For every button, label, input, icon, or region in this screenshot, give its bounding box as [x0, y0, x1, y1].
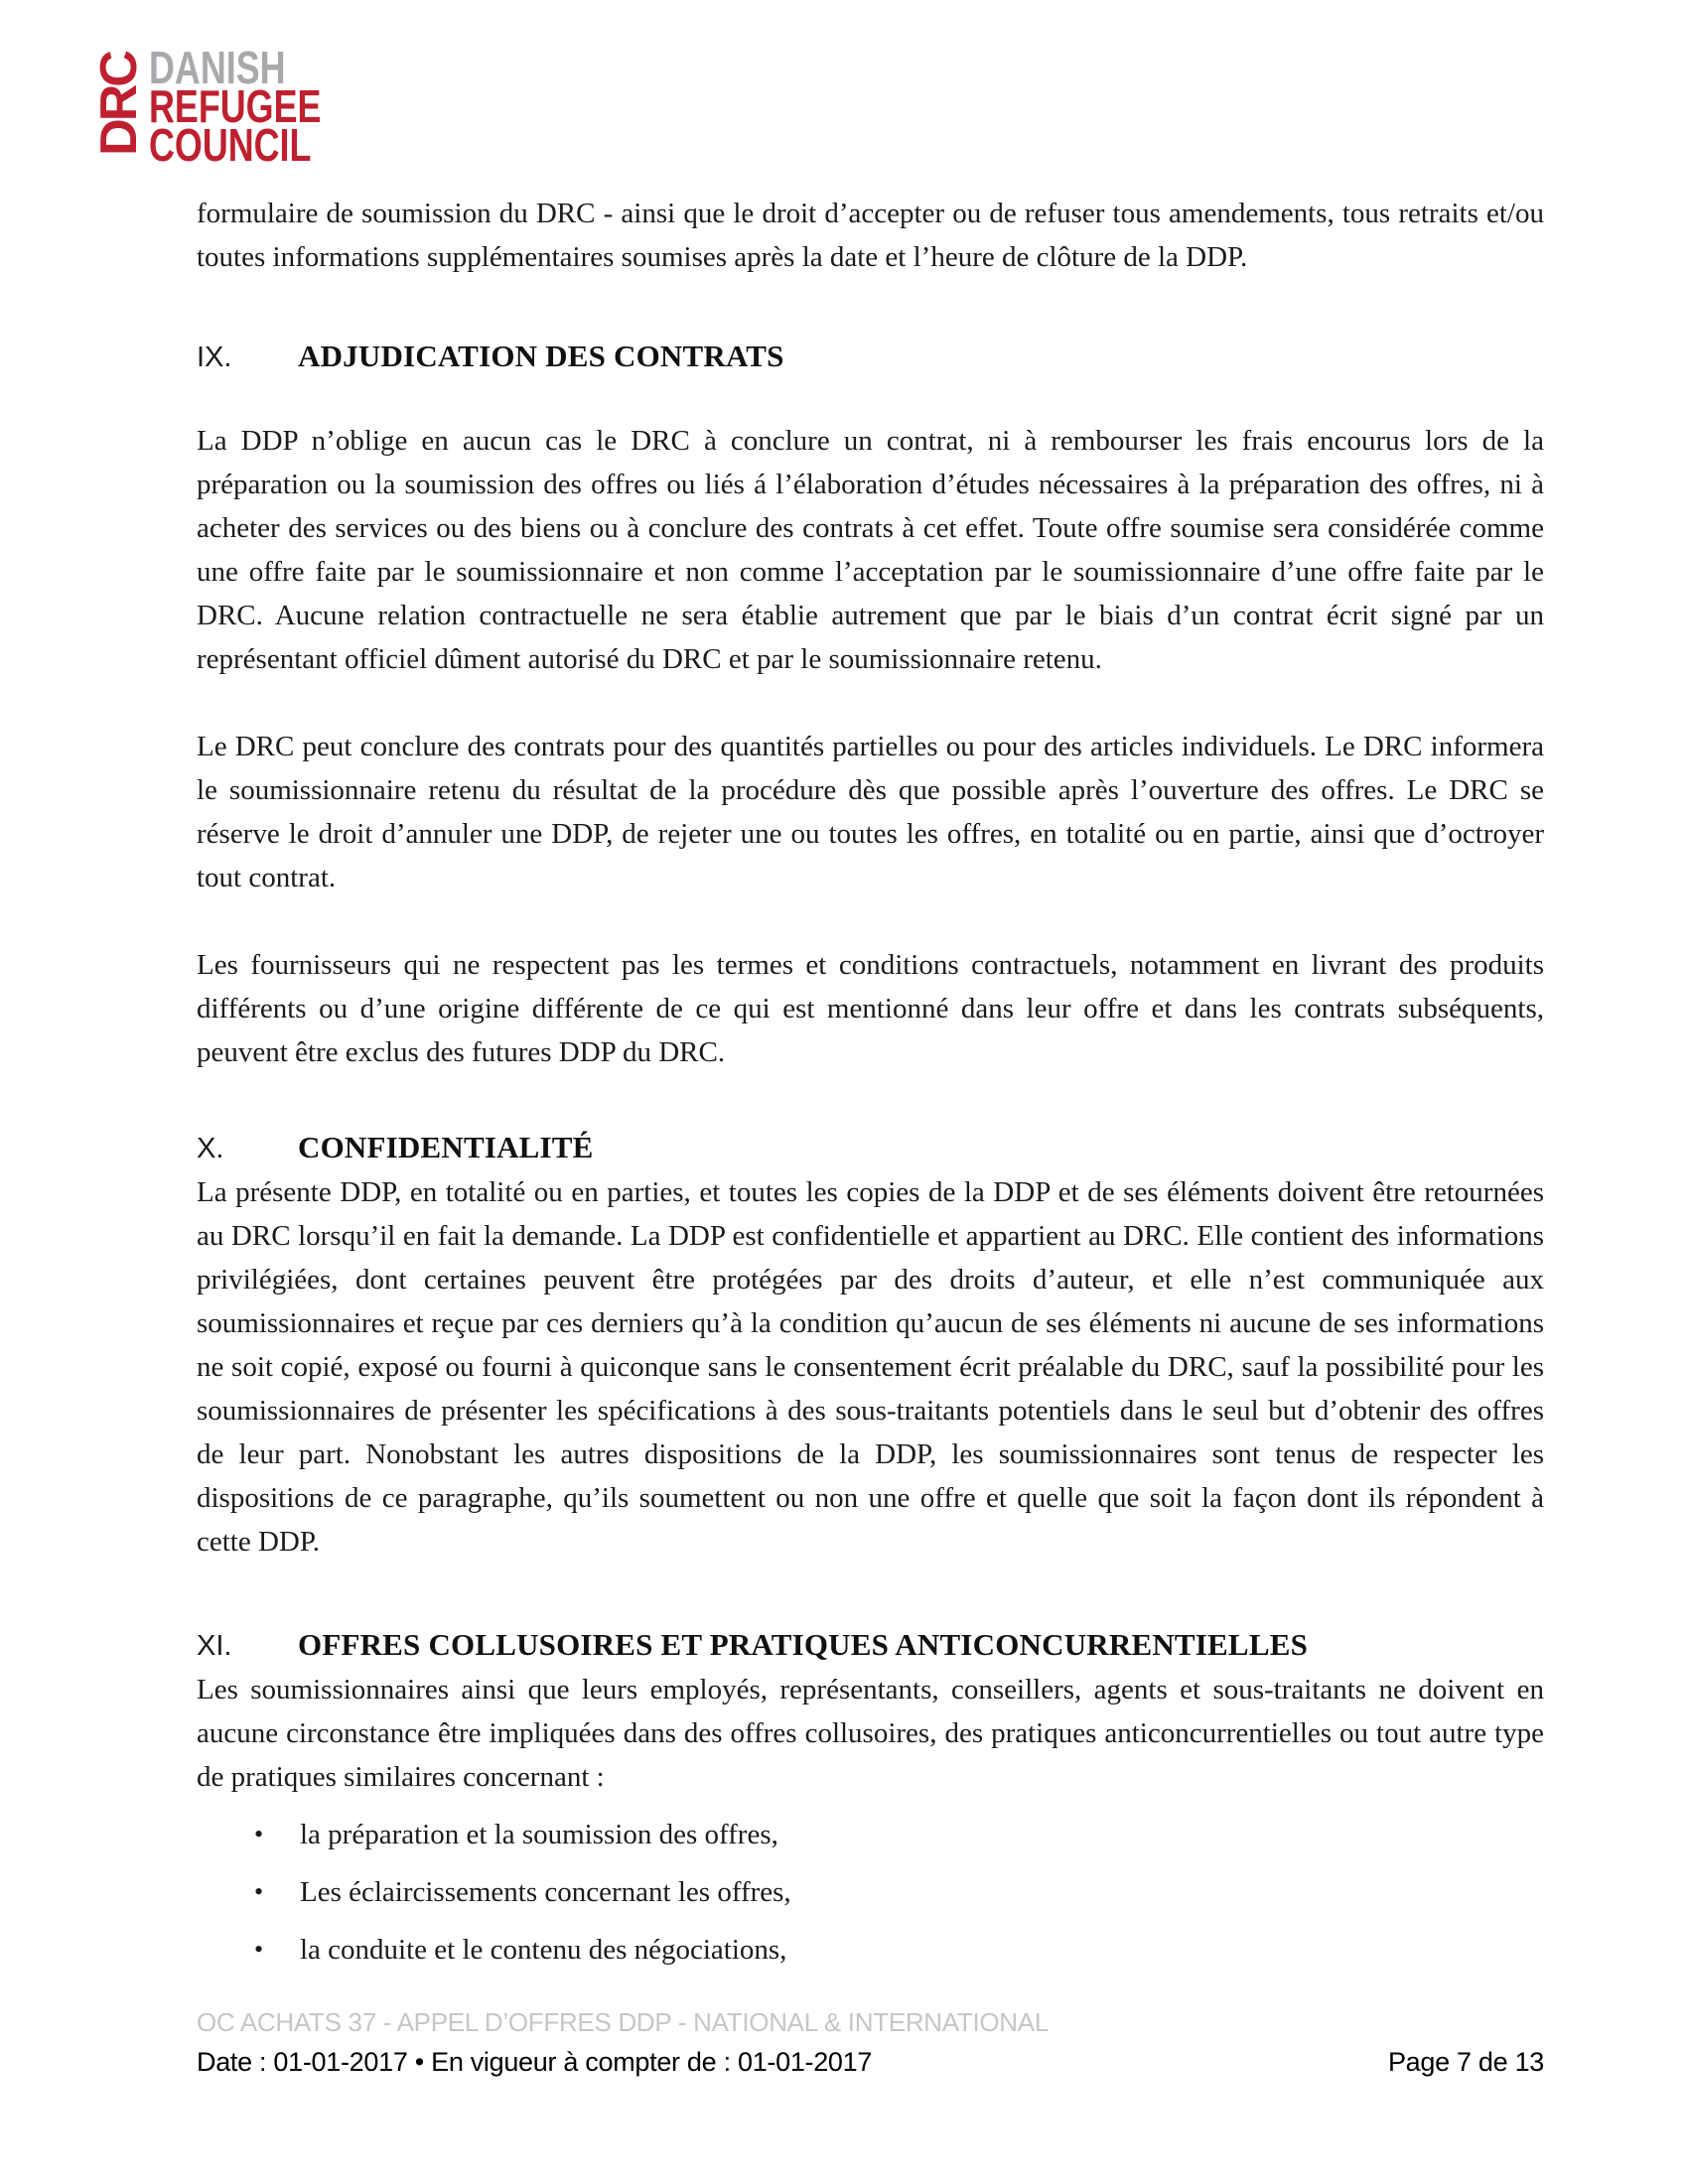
- footer-reference: OC ACHATS 37 - APPEL D’OFFRES DDP - NATIONAL & INTERNATIONAL: [197, 2007, 1049, 2037]
- bullet-text-2: Les éclaircissements concernant les offres,: [300, 1876, 791, 1908]
- section-ix-number: IX.: [197, 341, 232, 373]
- footer-date-line: Date : 01-01-2017 • En vigueur à compter de : 01-01-2017: [197, 2047, 873, 2077]
- section-xi-paragraph-1: Les soumissionnaires ainsi que leurs employés, représentants, conseillers, agents et sous-traitants ne doivent en aucune circonstance être impliquées dans des offres collusoires, des pratiques anticoncurrentielles ou tout autre type de pratiques similaires concernant :: [197, 1674, 1544, 1793]
- list-item: [197, 1813, 1544, 1856]
- list-item: [197, 1870, 1544, 1914]
- section-ix-paragraph-3: Les fournisseurs qui ne respectent pas les termes et conditions contractuels, notamment en livrant des produits différents ou d’une origine différente de ce qui est mentionné dans leur offre et dans les contrats subséquents, peuvent être exclus des futures DDP du DRC.: [197, 949, 1544, 1068]
- drc-logo-word-refugee: REFUGEE: [149, 80, 322, 132]
- drc-logo: [90, 42, 369, 171]
- section-ix-title: ADJUDICATION DES CONTRATS: [298, 339, 784, 373]
- list-item: [197, 1928, 1544, 1972]
- bullet-text-1: la préparation et la soumission des offres,: [300, 1819, 778, 1850]
- section-ix-paragraph-1: La DDP n’oblige en aucun cas le DRC à conclure un contrat, ni à rembourser les frais encourus lors de la préparation ou la soumission des offres ou liés á l’élaboration d’études nécessaires à la préparation des offres, ni à acheter des services ou des biens ou à conclure des contrats à cet effet. Toute offre soumise sera considérée comme une offre faite par le soumissionnaire et non comme l’acceptation par le soumissionnaire d’une offre faite par le DRC. Aucune relation contractuelle ne sera établie autrement que par le biais d’un contrat écrit signé par un représentant officiel dûment autorisé du DRC et par le soumissionnaire retenu.: [197, 425, 1544, 675]
- section-ix-paragraph-2: Le DRC peut conclure des contrats pour des quantités partielles ou pour des articles individuels. Le DRC informera le soumissionnaire retenu du résultat de la procédure dès que possible après l’ouverture des offres. Le DRC se réserve le droit d’annuler une DDP, de rejeter une ou toutes les offres, en totalité ou en partie, ainsi que d’octroyer tout contrat.: [197, 731, 1544, 893]
- section-ix-heading: [197, 335, 1544, 379]
- section-x: [197, 1126, 1544, 1564]
- document-body: [197, 192, 1544, 1972]
- drc-logo-wordmark: [149, 42, 369, 171]
- drc-logo-vertical: [90, 48, 148, 161]
- section-x-number: X.: [197, 1133, 224, 1164]
- section-x-heading: [197, 1126, 1544, 1170]
- bullet-icon: •: [254, 1935, 264, 1964]
- drc-logo-vertical-text: DRC: [90, 53, 148, 156]
- section-xi-bullet-list: [197, 1813, 1544, 1972]
- drc-logo-word-danish: DANISH: [149, 42, 286, 93]
- bullet-icon: •: [254, 1820, 264, 1848]
- intro-paragraph: formulaire de soumission du DRC - ainsi que le droit d’accepter ou de refuser tous amendements, tous retraits et/ou toutes informations supplémentaires soumises après la date et l’heure de clôture de la DDP.: [197, 198, 1544, 273]
- bullet-text-3: la conduite et le contenu des négociations,: [300, 1934, 787, 1966]
- section-xi: [197, 1623, 1544, 1972]
- drc-logo-word-council: COUNCIL: [149, 119, 312, 171]
- section-xi-number: XI.: [197, 1630, 232, 1662]
- section-ix: [197, 335, 1544, 1074]
- section-xi-title: OFFRES COLLUSOIRES ET PRATIQUES ANTICONCURRENTIELLES: [298, 1627, 1309, 1662]
- section-x-title: CONFIDENTIALITÉ: [298, 1130, 594, 1164]
- page-footer: [197, 2005, 1544, 2079]
- section-xi-heading: [197, 1623, 1544, 1668]
- footer-bottom-row: [197, 2045, 1544, 2079]
- bullet-icon: •: [254, 1877, 264, 1906]
- footer-page-number: Page 7 de 13: [1387, 2047, 1544, 2077]
- section-x-paragraph-1: La présente DDP, en totalité ou en parties, et toutes les copies de la DDP et de ses éléments doivent être retournées au DRC lorsqu’il en fait la demande. La DDP est confidentielle et appartient au DRC. Elle contient des informations privilégiées, dont certaines peuvent être protégées par des droits d’auteur, et elle n’est communiquée aux soumissionnaires et reçue par ces derniers qu’à la condition qu’aucun de ses éléments ni aucune de ses informations ne soit copié, exposé ou fourni à quiconque sans le consentement écrit préalable du DRC, sauf la possibilité pour les soumissionnaires de présenter les spécifications à des sous-traitants potentiels dans le seul but d’obtenir des offres de leur part. Nonobstant les autres dispositions de la DDP, les soumissionnaires sont tenus de respecter les dispositions de ce paragraphe, qu’ils soumettent ou non une offre et quelle que soit la façon dont ils répondent à cette DDP.: [197, 1176, 1544, 1558]
